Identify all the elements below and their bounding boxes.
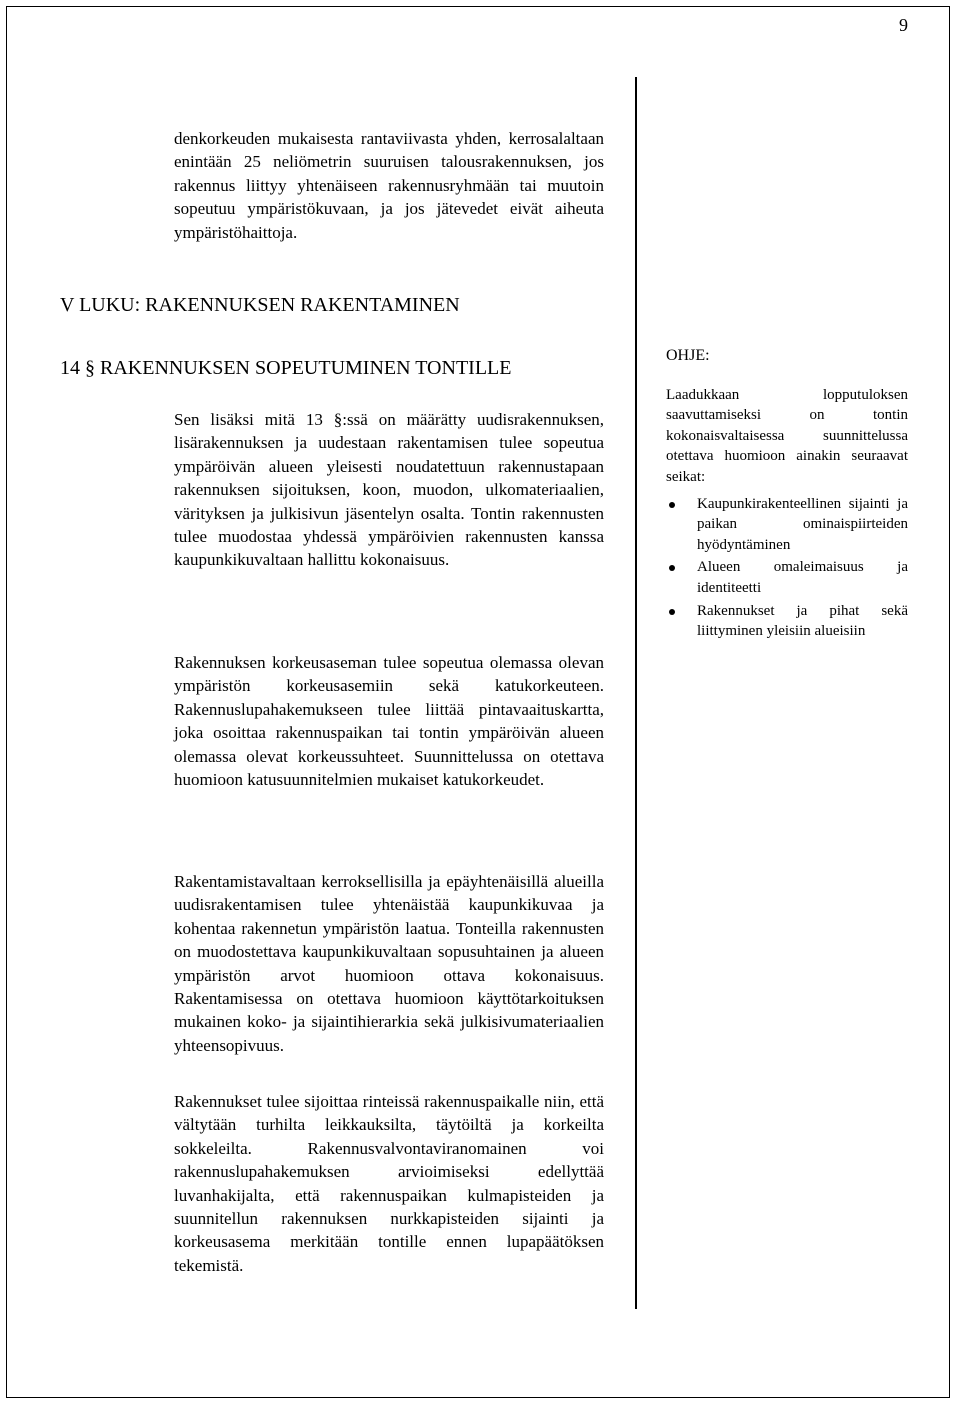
guidance-label: OHJE: — [666, 347, 710, 364]
intro-paragraph: denkorkeuden mukaisesta rantaviivasta yhden, kerrosalaltaan enintään 25 neliömetrin suuruisen talousrakennuksen, jos rakennus liittyy yhtenäiseen rakennusryhmään tai muutoin sopeutuu ympäristökuvaan, ja jos jätevedet eivät aiheuta ympäristöhaittoja. — [174, 129, 604, 242]
section-heading: 14 § RAKENNUKSEN SOPEUTUMINEN TONTILLE — [60, 357, 512, 379]
body-paragraph: Rakennukset tulee sijoittaa rinteissä rakennuspaikalle niin, että vältytään turhilta leikkauksilta, täytöiltä ja korkeilta sokkeleilta. Rakennusvalvontaviranomainen voi rakennuslupahakemuksen arvioimiseksi edellyttää luvanhakijalta, että rakennuspaikan kulmapisteiden ja suunnitellun rakennuksen nurkkapisteiden sijainti ja korkeusasema merkitään tontille ennen lupapäätöksen tekemistä. — [174, 1092, 604, 1275]
guidance-list-item — [666, 601, 908, 642]
guidance-item-text: Alueen omaleimaisuus ja identiteetti — [697, 559, 908, 596]
guidance-intro: Laadukkaan lopputuloksen saavuttamiseksi on tontin kokonaisvaltaisessa suunnittelussa otettava huomioon ainakin seuraavat seikat: — [666, 386, 908, 485]
chapter-heading: V LUKU: RAKENNUKSEN RAKENTAMINEN — [60, 294, 460, 316]
guidance-list-item — [666, 557, 908, 598]
body-paragraph: Rakentamistavaltaan kerroksellisilla ja epäyhtenäisillä alueilla uudisrakentamisen tulee yhtenäistää kaupunkikuvaa ja kohentaa rakennetun ympäristön laatua. Tonteilla rakennusten on muodostettava kaupunkikuvaltaan sopusuhtainen ja alueen ympäristön arvot huomioon ottava kokonaisuus. Rakentamisessa on otettava huomioon käyttötarkoituksen mukainen koko- ja sijaintihierarkia sekä julkisivumateriaalien yhteensopivuus. — [174, 872, 604, 1055]
column-divider — [635, 77, 637, 1309]
guidance-item-text: Kaupunkirakenteellinen sijainti ja paikan ominaispiirteiden hyödyntäminen — [697, 495, 908, 553]
guidance-list — [666, 494, 908, 642]
page-number: 9 — [899, 15, 908, 35]
bullet-icon — [669, 609, 675, 615]
guidance-list-item — [666, 494, 908, 556]
bullet-icon — [669, 565, 675, 571]
body-paragraph: Sen lisäksi mitä 13 §:ssä on määrätty uudisrakennuksen, lisärakennuksen ja uudestaan rakentamisen tulee sopeutua ympäröivän alueen yleisesti noudatettuun rakennustapaan rakennuksen sijoituksen, koon, muodon, ulkomateriaalien, värityksen ja julkisivun jäsentelyn osalta. Tontin rakennusten tulee muodostaa yhdessä ympäröivien rakennusten kanssa kaupunkikuvaltaan hallittu kokonaisuus. — [174, 410, 604, 570]
bullet-icon — [669, 502, 675, 508]
body-paragraph: Rakennuksen korkeusaseman tulee sopeutua olemassa olevan ympäristön korkeusasemiin sekä katukorkeuteen. Rakennuslupahakemukseen tulee liittää pintavaaituskartta, joka osoittaa rakennuspaikan tai tontin ympäröivän alueen olemassa olevat korkeussuhteet. Suunnittelussa on otettava huomioon katusuunnitelmien mukaiset katukorkeudet. — [174, 653, 604, 790]
guidance-box — [666, 346, 908, 644]
guidance-item-text: Rakennukset ja pihat sekä liittyminen yleisiin alueisiin — [697, 602, 908, 640]
